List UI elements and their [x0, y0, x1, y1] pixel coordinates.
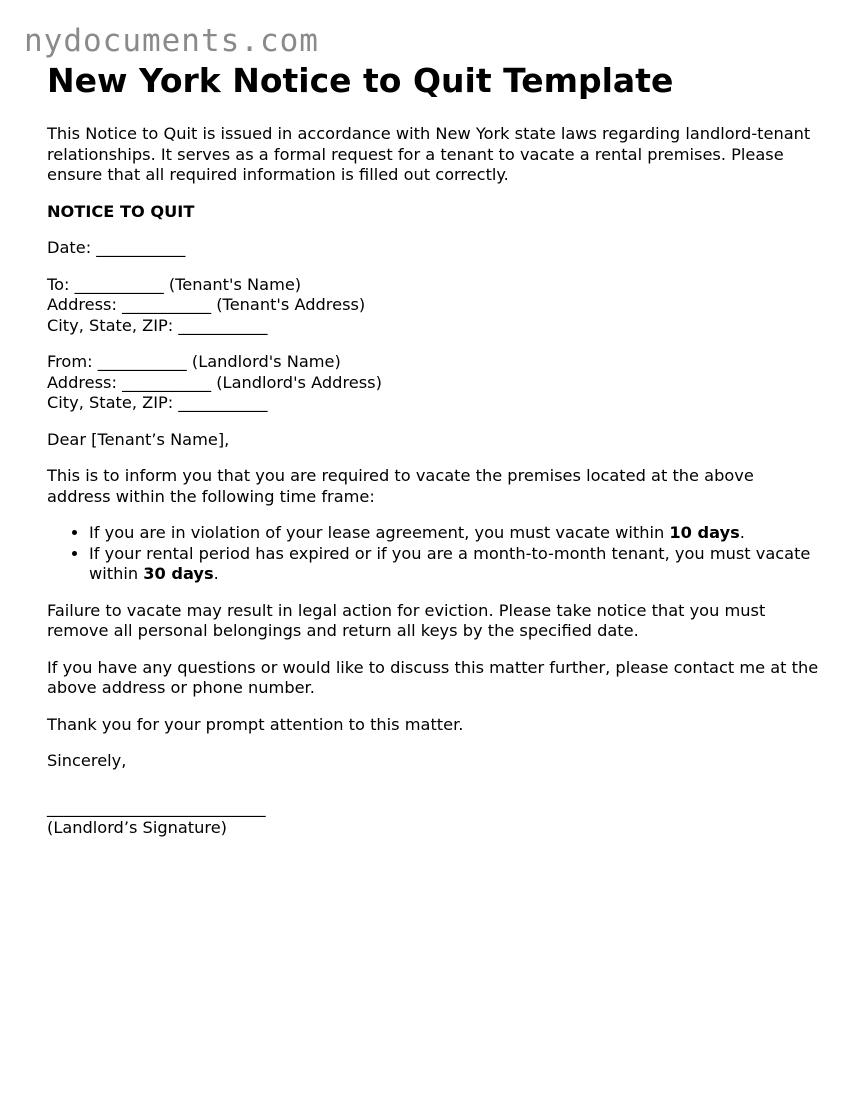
- landlord-address-field: Address: ___________ (Landlord's Address): [47, 372, 382, 392]
- landlord-name-field: From: ___________ (Landlord's Name): [47, 352, 341, 371]
- questions-paragraph: If you have any questions or would like to discuss this matter further, please contact me at the above address or phone number.: [47, 657, 819, 697]
- tenant-name-field: To: ___________ (Tenant's Name): [47, 274, 302, 294]
- list-item: • If your rental period has expired or if you are a month-to-month tenant, you must vacate within 30 days.: [89, 544, 822, 585]
- date-field: Date: ___________: [47, 238, 186, 257]
- signature-line: ___________________________: [47, 797, 266, 817]
- signature-label: (Landlord’s Signature): [47, 818, 227, 837]
- notice-heading: NOTICE TO QUIT: [47, 201, 195, 221]
- landlord-block: [47, 352, 822, 414]
- closing: Sincerely,: [47, 751, 127, 770]
- days-value: 30 days: [143, 564, 214, 583]
- list-item: • If you are in violation of your lease agreement, you must vacate within 10 days.: [89, 523, 822, 544]
- document-title: New York Notice to Quit Template: [47, 61, 674, 100]
- body-intro: This is to inform you that you are required to vacate the premises located at the above address within the following time frame:: [47, 466, 754, 506]
- timeframe-list: [47, 523, 822, 585]
- landlord-city-field: City, State, ZIP: ___________: [47, 393, 268, 412]
- failure-paragraph: Failure to vacate may result in legal action for eviction. Please take notice that you must remove all personal belongings and return all keys by the specified date.: [47, 600, 766, 640]
- tenant-city-field: City, State, ZIP: ___________: [47, 315, 268, 335]
- tenant-block: [47, 275, 822, 337]
- days-value: 10 days: [669, 523, 740, 542]
- tenant-address-field: Address: ___________ (Tenant's Address): [47, 295, 366, 314]
- document-page: [47, 60, 822, 839]
- watermark-logo: nydocuments.com: [24, 23, 319, 59]
- salutation: Dear [Tenant’s Name],: [47, 429, 230, 449]
- intro-paragraph: This Notice to Quit is issued in accordance with New York state laws regarding landlord-tenant relationships. It serves as a formal request for a tenant to vacate a rental premises. Please ensure that all required information is filled out correctly.: [47, 124, 811, 184]
- thanks-paragraph: Thank you for your prompt attention to this matter.: [47, 714, 464, 734]
